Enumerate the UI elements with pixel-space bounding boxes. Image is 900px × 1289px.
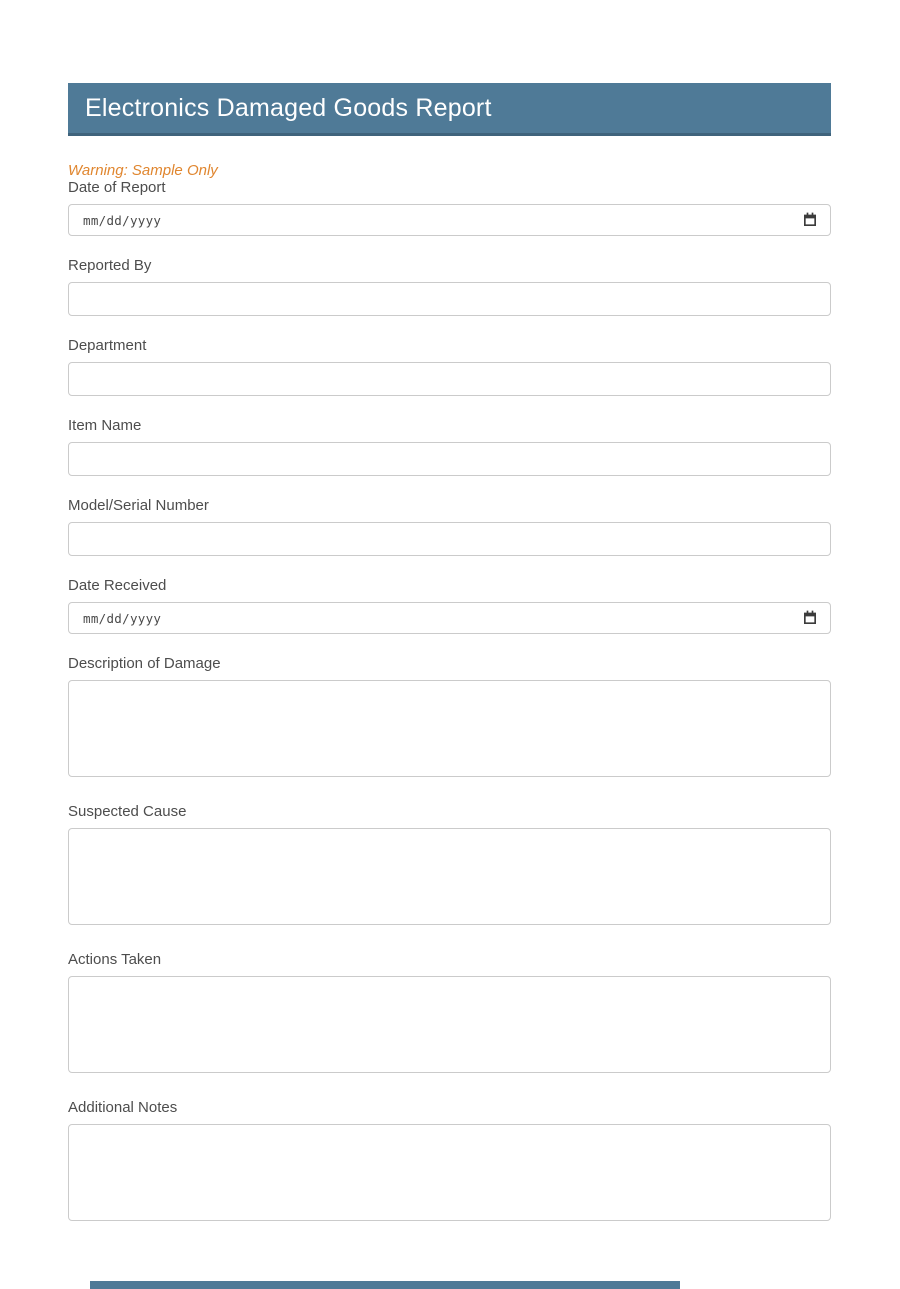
model-serial-number-label: Model/Serial Number bbox=[68, 497, 209, 514]
suspected-cause-field[interactable] bbox=[68, 828, 831, 925]
reported-by-field[interactable] bbox=[68, 282, 831, 316]
reported-by-label: Reported By bbox=[68, 257, 152, 274]
date-of-report-group bbox=[68, 180, 831, 236]
calendar-icon[interactable] bbox=[802, 610, 818, 626]
form-page bbox=[68, 83, 831, 1248]
actions-taken-label: Actions Taken bbox=[68, 951, 162, 968]
item-name-field[interactable] bbox=[68, 442, 831, 476]
department-field[interactable] bbox=[68, 362, 831, 396]
date-received-label: Date Received bbox=[68, 577, 167, 594]
date-of-report-field[interactable] bbox=[68, 204, 831, 236]
warning-text: Warning: Sample Only bbox=[68, 162, 218, 179]
department-label: Department bbox=[68, 337, 147, 354]
model-serial-number-group bbox=[68, 498, 831, 556]
page-title: Electronics Damaged Goods Report bbox=[85, 93, 492, 122]
item-name-group bbox=[68, 418, 831, 476]
additional-notes-label: Additional Notes bbox=[68, 1099, 178, 1116]
department-group bbox=[68, 338, 831, 396]
date-received-field[interactable] bbox=[68, 602, 831, 634]
description-of-damage-label: Description of Damage bbox=[68, 655, 221, 672]
date-received-placeholder: mm/dd/yyyy bbox=[83, 610, 162, 626]
actions-taken-field[interactable] bbox=[68, 976, 831, 1073]
suspected-cause-group bbox=[68, 804, 831, 930]
date-of-report-label: Date of Report bbox=[68, 179, 166, 196]
date-received-group bbox=[68, 578, 831, 634]
calendar-icon[interactable] bbox=[802, 212, 818, 228]
report-form bbox=[68, 180, 831, 1226]
item-name-label: Item Name bbox=[68, 417, 142, 434]
model-serial-number-field[interactable] bbox=[68, 522, 831, 556]
date-of-report-placeholder: mm/dd/yyyy bbox=[83, 212, 162, 228]
suspected-cause-label: Suspected Cause bbox=[68, 803, 187, 820]
reported-by-group bbox=[68, 258, 831, 316]
form-header bbox=[68, 83, 831, 136]
description-of-damage-group bbox=[68, 656, 831, 782]
additional-notes-group bbox=[68, 1100, 831, 1226]
additional-notes-field[interactable] bbox=[68, 1124, 831, 1221]
actions-taken-group bbox=[68, 952, 831, 1078]
bottom-partial-bar bbox=[90, 1281, 680, 1289]
description-of-damage-field[interactable] bbox=[68, 680, 831, 777]
